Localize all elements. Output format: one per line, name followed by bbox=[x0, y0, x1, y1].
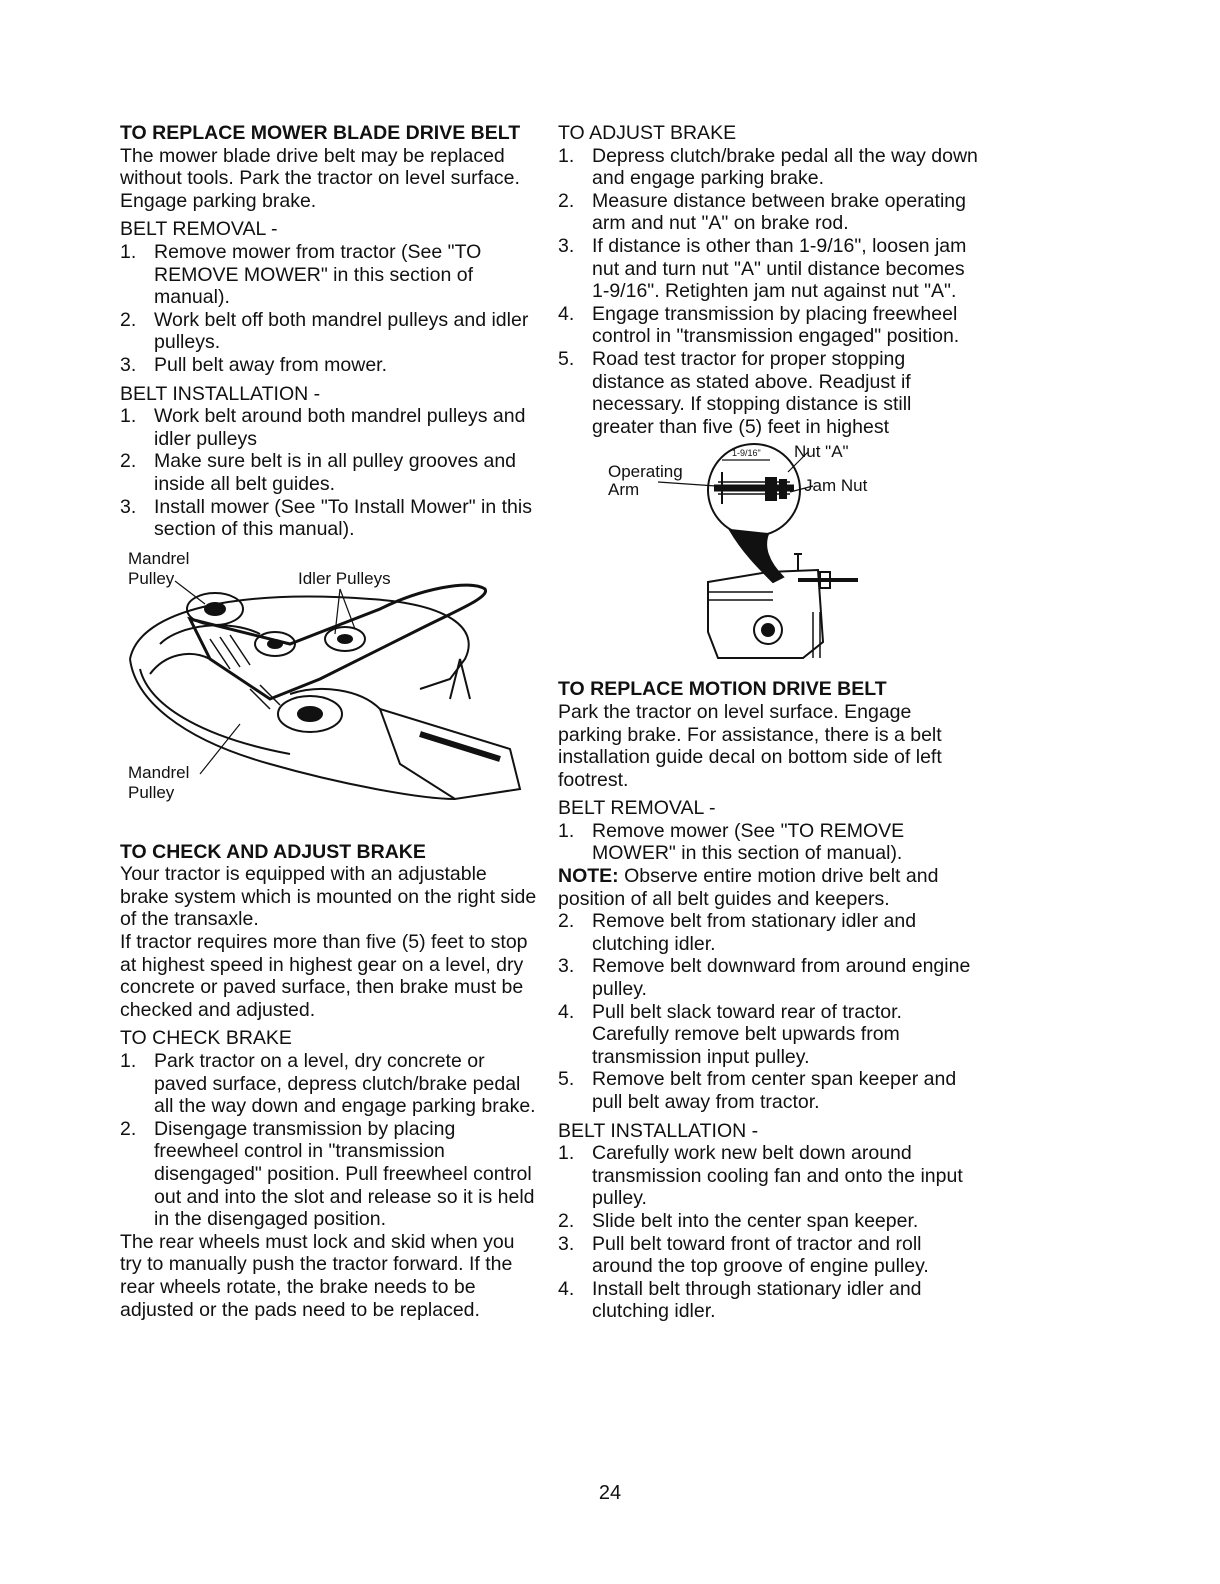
motion-note bbox=[558, 865, 978, 910]
list-item: 5. Remove belt from center span keeper and pull belt away from tractor. bbox=[558, 1068, 957, 1113]
list-item: 1. Remove mower from tractor (See "TO REMOVE MOWER" in this section of manual). bbox=[120, 240, 482, 309]
label-mandrel-top: Mandrel bbox=[128, 548, 190, 568]
list-item: 1. Work belt around both mandrel pulleys and idler pulleys bbox=[120, 405, 526, 450]
belt-removal-steps bbox=[120, 241, 540, 377]
list-item: 4. Engage transmission by placing freewheel control in "transmission engaged" position. bbox=[558, 302, 960, 348]
belt-installation-steps bbox=[120, 405, 540, 541]
left-column bbox=[120, 122, 540, 1321]
list-item: 1. Remove mower (See "TO REMOVE MOWER" in this section of manual). bbox=[558, 819, 905, 865]
mower-belt-title: TO REPLACE MOWER BLADE DRIVE BELT bbox=[120, 122, 521, 144]
adjust-brake-heading: TO ADJUST BRAKE bbox=[558, 122, 737, 144]
motion-belt-title: TO REPLACE MOTION DRIVE BELT bbox=[558, 678, 887, 701]
list-item: 2. Slide belt into the center span keeper. bbox=[558, 1209, 919, 1232]
page-number: 24 bbox=[598, 1482, 622, 1504]
label-pulley-bottom: Pulley bbox=[128, 782, 175, 802]
list-item: 3. Remove belt downward from around engine pulley. bbox=[558, 955, 971, 1001]
brake-title: TO CHECK AND ADJUST BRAKE bbox=[120, 840, 426, 863]
label-mandrel-bottom: Mandrel bbox=[128, 762, 190, 782]
label-operating: Operating bbox=[608, 462, 683, 482]
label-idler-pulleys: Idler Pulleys bbox=[298, 568, 391, 588]
list-item: 1. Carefully work new belt down around transmission cooling fan and onto the input pulley. bbox=[558, 1142, 963, 1210]
adjust-brake-steps bbox=[558, 145, 978, 439]
list-item: 2. Disengage transmission by placing freewheel control in "transmission disengaged" position. Pull freewheel control out and into the slot and release so it is held in the disengaged position. bbox=[120, 1117, 535, 1231]
mower-belt-intro: The mower blade drive belt may be replaced without tools. Park the tractor on level surface. Engage parking brake. bbox=[120, 144, 520, 212]
belt-removal-heading: BELT REMOVAL - bbox=[120, 218, 278, 241]
label-arm: Arm bbox=[608, 480, 640, 500]
list-item: 2. Work belt off both mandrel pulleys and idler pulleys. bbox=[120, 308, 529, 354]
check-brake-steps bbox=[120, 1050, 540, 1231]
list-item: 3. Install mower (See "To Install Mower" in this section of this manual). bbox=[120, 495, 532, 541]
motion-installation-steps bbox=[558, 1142, 978, 1323]
brake-figure bbox=[558, 442, 978, 678]
check-brake-heading: TO CHECK BRAKE bbox=[120, 1027, 292, 1050]
brake-intro: Your tractor is equipped with an adjustable brake system which is mounted on the right side of the transaxle. bbox=[120, 863, 537, 931]
list-item: 4. Install belt through stationary idler and clutching idler. bbox=[558, 1277, 922, 1323]
list-item: 2. Make sure belt is in all pulley grooves and inside all belt guides. bbox=[120, 450, 517, 495]
motion-removal-steps bbox=[558, 910, 978, 1113]
label-dimension: 1-9/16" bbox=[732, 448, 761, 459]
list-item: 3. If distance is other than 1-9/16", loosen jam nut and turn nut "A" until distance becomes 1-9/16". Retighten jam nut against nut "A". bbox=[558, 234, 967, 303]
motion-belt-intro: Park the tractor on level surface. Engage parking brake. For assistance, there is a belt installation guide decal on bottom side of left footrest. bbox=[558, 700, 942, 791]
note-text: Observe entire motion drive belt and position of all belt guides and keepers. bbox=[558, 865, 939, 910]
list-item: 1. Park tractor on a level, dry concrete or paved surface, depress clutch/brake pedal all the way down and engage parking brake. bbox=[120, 1050, 536, 1118]
list-item: 3. Pull belt away from mower. bbox=[120, 353, 388, 376]
note-label: NOTE: bbox=[558, 865, 619, 888]
list-item: 4. Pull belt slack toward rear of tractor. Carefully remove belt upwards from transmission input pulley. bbox=[558, 1000, 902, 1068]
list-item: 2. Remove belt from stationary idler and clutching idler. bbox=[558, 910, 917, 955]
list-item: 1. Depress clutch/brake pedal all the way down and engage parking brake. bbox=[558, 144, 978, 190]
list-item: 2. Measure distance between brake operating arm and nut "A" on brake rod. bbox=[558, 189, 966, 235]
motion-removal-step-1 bbox=[558, 820, 978, 865]
mower-deck-illustration bbox=[120, 549, 540, 839]
motion-installation-heading: BELT INSTALLATION - bbox=[558, 1119, 759, 1142]
brake-intro-2: If tractor requires more than five (5) feet to stop at highest speed in highest gear on a level, dry concrete or paved surface, then brake must be checked and adjusted. bbox=[120, 931, 528, 1021]
belt-installation-heading: BELT INSTALLATION - bbox=[120, 382, 321, 405]
list-item: 5. Road test tractor for proper stopping distance as stated above. Readjust if necessary. If stopping distance is still greater than five (5) feet in highest bbox=[558, 347, 912, 438]
list-item: 3. Pull belt toward front of tractor and roll around the top groove of engine pulley. bbox=[558, 1232, 929, 1278]
brake-outro: The rear wheels must lock and skid when you try to manually push the tractor forward. If the rear wheels rotate, the brake needs to be adjusted or the pads need to be replaced. bbox=[120, 1230, 515, 1321]
right-column bbox=[558, 122, 978, 1323]
mower-deck-figure bbox=[120, 549, 540, 839]
label-pulley-top: Pulley bbox=[128, 568, 175, 588]
label-nut-a: Nut "A" bbox=[794, 442, 849, 462]
motion-removal-heading: BELT REMOVAL - bbox=[558, 797, 716, 820]
label-jam-nut: Jam Nut bbox=[804, 476, 868, 496]
